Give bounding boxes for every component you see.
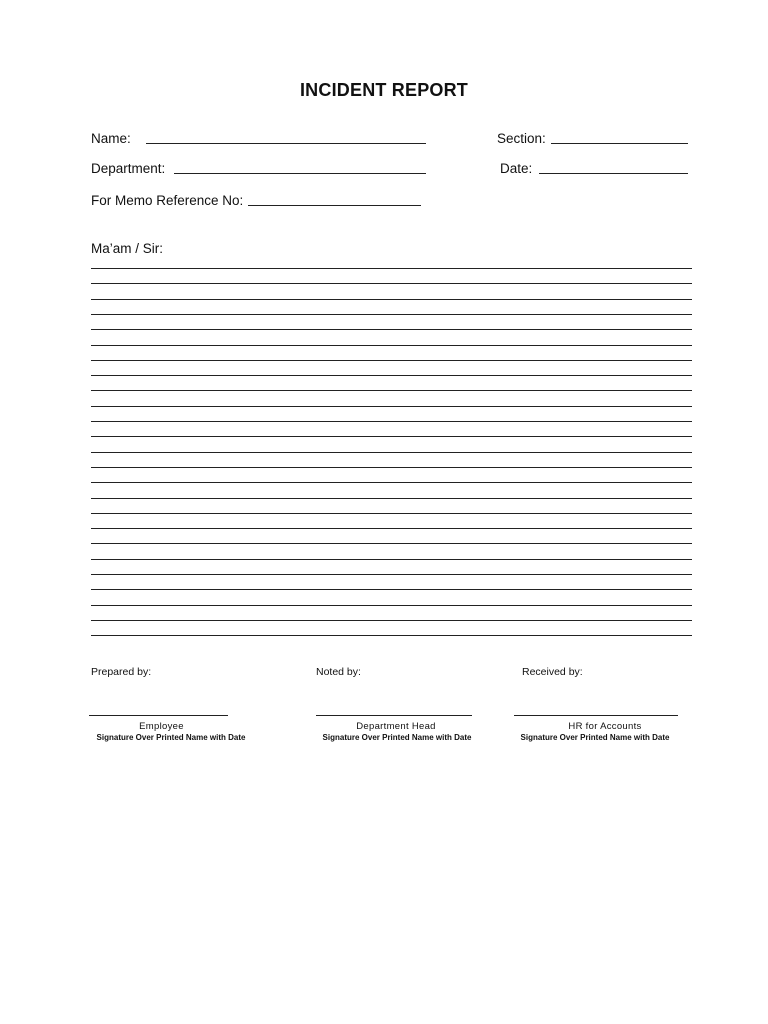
department-field[interactable]	[174, 173, 426, 174]
prepared-by-label: Prepared by:	[91, 666, 152, 678]
noted-by-label: Noted by:	[316, 666, 361, 678]
writing-line	[91, 589, 692, 590]
name-field[interactable]	[146, 143, 426, 144]
writing-line	[91, 406, 692, 407]
writing-line	[91, 360, 692, 361]
department-head-signature-note: Signature Over Printed Name with Date	[322, 733, 472, 742]
received-by-label: Received by:	[522, 666, 583, 678]
department-head-signature-line[interactable]	[316, 715, 472, 716]
section-label: Section:	[497, 131, 546, 146]
employee-role: Employee	[139, 721, 184, 732]
memo-reference-label: For Memo Reference No:	[91, 193, 244, 208]
form-title: INCIDENT REPORT	[299, 80, 468, 100]
writing-line	[91, 314, 692, 315]
salutation: Ma’am / Sir:	[91, 241, 164, 256]
writing-line	[91, 390, 692, 391]
writing-line	[91, 436, 692, 437]
writing-line	[91, 283, 692, 284]
name-label: Name:	[91, 131, 131, 146]
writing-line	[91, 605, 692, 606]
writing-line	[91, 452, 692, 453]
hr-role: HR for Accounts	[568, 721, 642, 732]
section-field[interactable]	[551, 143, 688, 144]
writing-line	[91, 299, 692, 300]
writing-line	[91, 528, 692, 529]
writing-line	[91, 482, 692, 483]
writing-line	[91, 421, 692, 422]
department-head-role: Department Head	[356, 721, 436, 732]
writing-line	[91, 268, 692, 269]
writing-line	[91, 620, 692, 621]
department-label: Department:	[91, 161, 166, 176]
writing-line	[91, 329, 692, 330]
employee-signature-line[interactable]	[89, 715, 228, 716]
writing-line	[91, 375, 692, 376]
employee-signature-note: Signature Over Printed Name with Date	[96, 733, 246, 742]
writing-line	[91, 559, 692, 560]
writing-line	[91, 498, 692, 499]
writing-line	[91, 543, 692, 544]
writing-line	[91, 345, 692, 346]
memo-reference-field[interactable]	[248, 205, 421, 206]
writing-line	[91, 574, 692, 575]
writing-line	[91, 513, 692, 514]
date-label: Date:	[500, 161, 533, 176]
writing-line	[91, 635, 692, 636]
hr-signature-line[interactable]	[514, 715, 678, 716]
date-field[interactable]	[539, 173, 688, 174]
writing-line	[91, 467, 692, 468]
hr-signature-note: Signature Over Printed Name with Date	[520, 733, 670, 742]
